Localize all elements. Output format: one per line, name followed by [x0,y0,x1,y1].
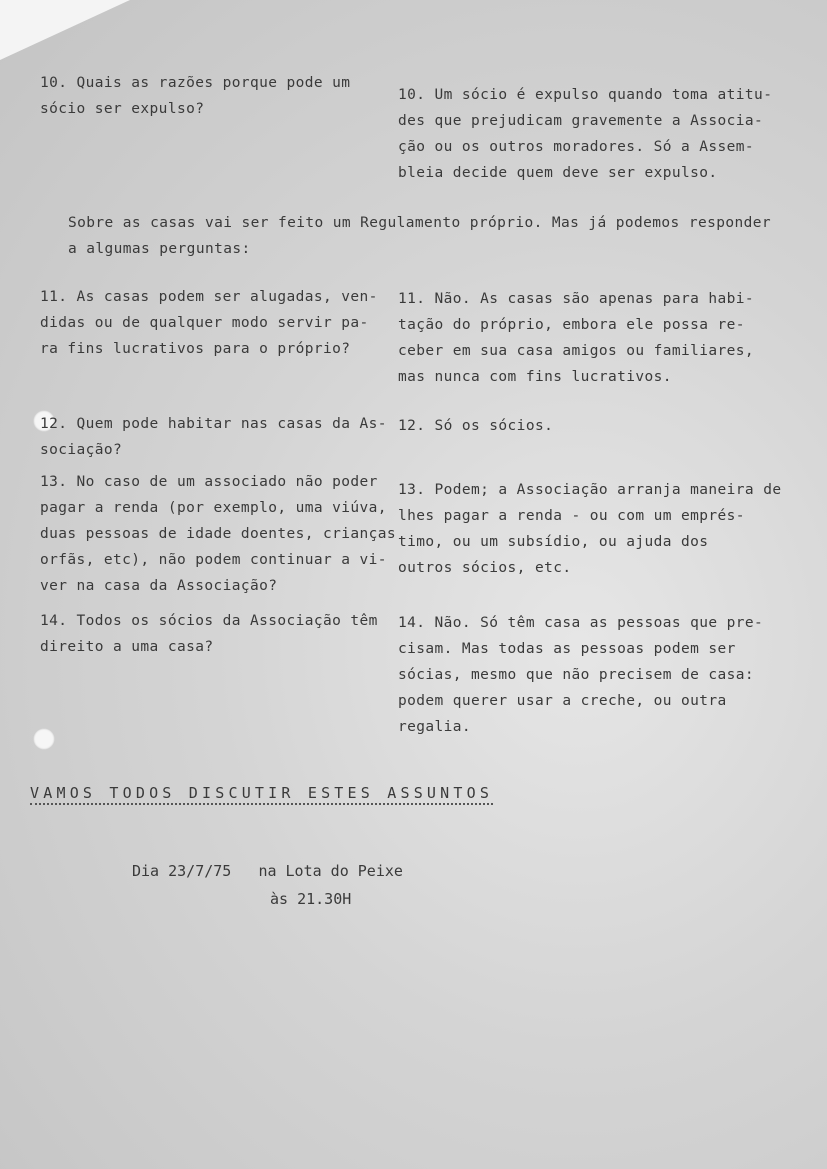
meeting-date-prefix: Dia [132,862,160,880]
question-12: 12. Quem pode habitar nas casas da As- sociação? [40,416,387,458]
meeting-date-line [132,862,403,880]
meeting-time: às 21.30H [270,890,352,908]
answer-13: 13. Podem; a Associação arranja maneira de lhes pagar a renda - ou com um emprés- timo, ou um subsídio, ou ajuda dos outros sócios, etc. [398,482,782,576]
meeting-date: 23/7/75 [168,862,232,880]
call-to-action-heading: VAMOS TODOS DISCUTIR ESTES ASSUNTOS [30,784,493,805]
question-11: 11. As casas podem ser alugadas, ven- didas ou de qualquer modo servir pa- ra fins lucrativos para o próprio? [40,289,378,357]
punch-hole-icon [33,728,55,750]
question-14: 14. Todos os sócios da Associação têm direito a uma casa? [40,613,378,655]
answer-10: 10. Um sócio é expulso quando toma atitu- des que prejudicam gravemente a Associa- ção ou os outros moradores. Só a Assem- bleia decide quem deve ser expulso. [398,87,773,181]
answer-14: 14. Não. Só têm casa as pessoas que pre- cisam. Mas todas as pessoas podem ser sócias, mesmo que não precisem de casa: podem querer usar a creche, ou outra regalia. [398,615,764,735]
intro-paragraph: Sobre as casas vai ser feito um Regulamento próprio. Mas já podemos responder a algumas perguntas: [68,215,771,257]
question-10: 10. Quais as razões porque pode um sócio ser expulso? [40,75,351,117]
answer-12: 12. Só os sócios. [398,418,554,434]
meeting-place: na Lota do Peixe [258,862,403,880]
folded-corner [0,0,130,60]
question-13: 13. No caso de um associado não poder pagar a renda (por exemplo, uma viúva, duas pessoas de idade doentes, crianças orfãs, etc), não podem continuar a vi- ver na casa da Associação? [40,474,397,594]
answer-11: 11. Não. As casas são apenas para habi- tação do próprio, embora ele possa re- ceber em sua casa amigos ou familiares, mas nunca com fins lucrativos. [398,291,755,385]
